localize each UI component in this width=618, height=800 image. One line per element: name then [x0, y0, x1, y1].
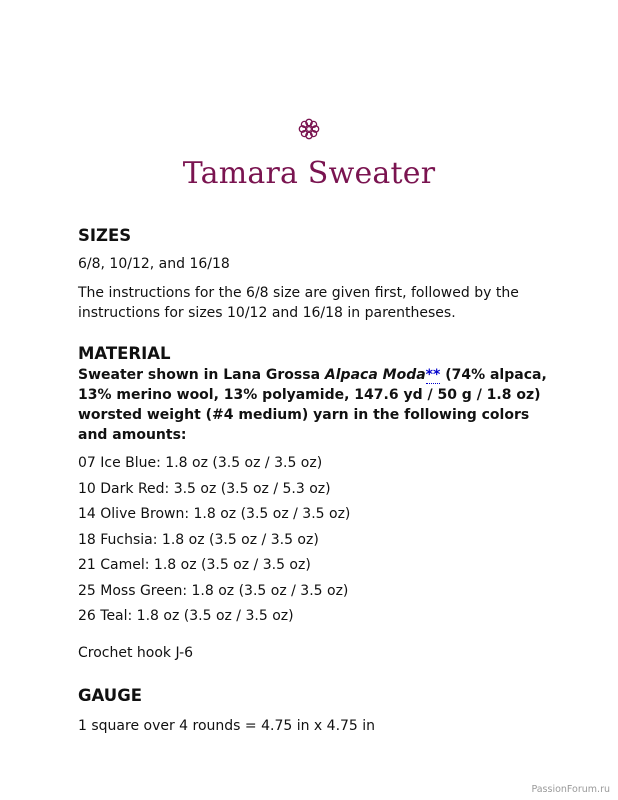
flower-ornament-icon: [297, 117, 321, 141]
document-body: [78, 225, 558, 736]
list-item: 21 Camel: 1.8 oz (3.5 oz / 3.5 oz): [78, 557, 311, 573]
material-heading: MATERIAL: [78, 344, 171, 363]
list-item: 26 Teal: 1.8 oz (3.5 oz / 3.5 oz): [78, 608, 294, 624]
crochet-hook: Crochet hook J-6: [78, 644, 194, 661]
material-lead-prefix: Sweater shown in Lana Grossa: [78, 367, 325, 383]
list-item: 10 Dark Red: 3.5 oz (3.5 oz / 5.3 oz): [78, 480, 331, 497]
gauge-heading: GAUGE: [78, 685, 143, 705]
sizes-note: The instructions for the 6/8 size are given first, followed by the instructions for sizes 10/12 and 16/18 in parentheses.: [78, 285, 519, 321]
yarn-name: Alpaca Moda: [324, 367, 426, 383]
material-lead-suffix: (74% alpaca, 13% merino wool, 13% polyamide, 147.6 yd / 50 g / 1.8 oz) worsted weight (#4 medium) yarn in the following colors and amounts:: [78, 367, 547, 443]
list-item: 14 Olive Brown: 1.8 oz (3.5 oz / 3.5 oz): [78, 506, 351, 522]
list-item: 07 Ice Blue: 1.8 oz (3.5 oz / 3.5 oz): [78, 455, 323, 471]
page-title: Tamara Sweater: [182, 156, 436, 191]
sizes-heading: SIZES: [78, 226, 132, 245]
yarn-color-list: [78, 451, 558, 630]
list-item: 18 Fuchsia: 1.8 oz (3.5 oz / 3.5 oz): [78, 531, 319, 548]
material-lead: [78, 365, 558, 445]
list-item: 25 Moss Green: 1.8 oz (3.5 oz / 3.5 oz): [78, 582, 349, 599]
watermark: PassionForum.ru: [531, 784, 610, 795]
yarn-footnote-link[interactable]: **: [425, 367, 441, 383]
sizes-values: 6/8, 10/12, and 16/18: [78, 256, 230, 272]
gauge-text: 1 square over 4 rounds = 4.75 in x 4.75 in: [78, 717, 376, 734]
